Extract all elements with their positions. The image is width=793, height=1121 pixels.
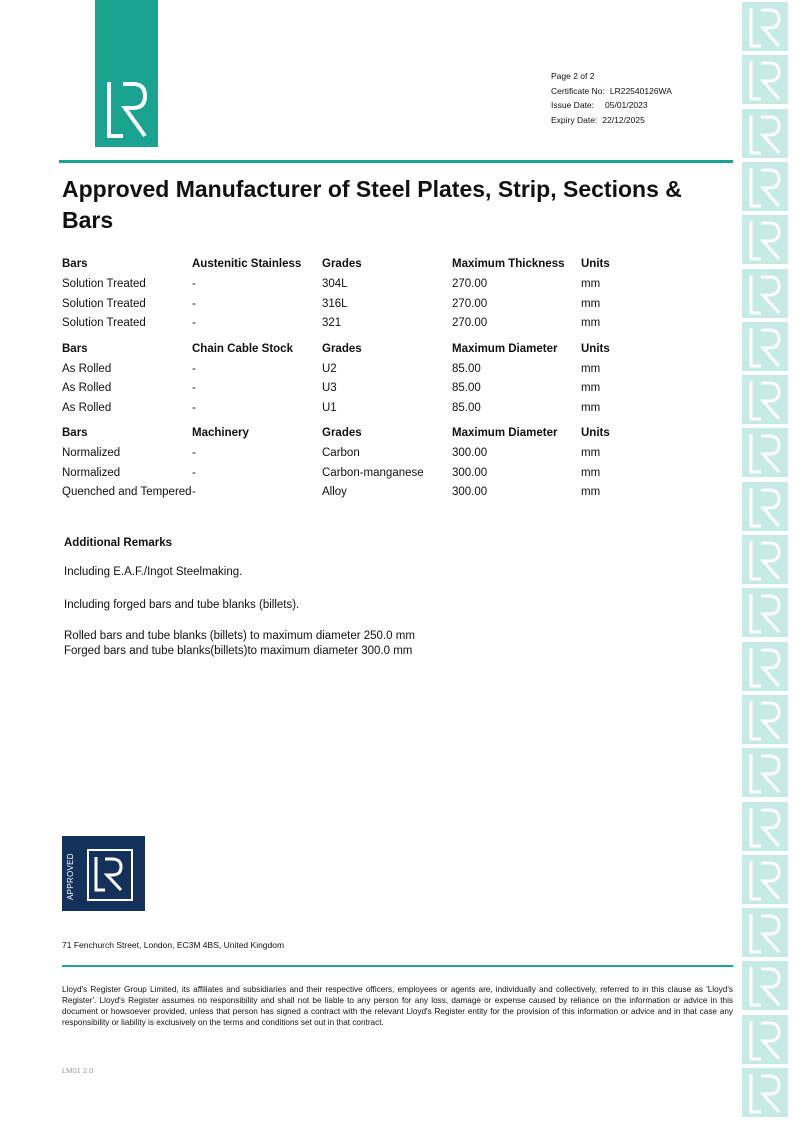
- lr-watermark-icon: [742, 642, 788, 691]
- table-cell: Carbon: [322, 447, 360, 459]
- table-cell: As Rolled: [62, 382, 112, 394]
- table-cell: As Rolled: [62, 401, 112, 414]
- remarks-title: Additional Remarks: [64, 537, 172, 549]
- lr-watermark-icon: [742, 162, 788, 211]
- table-cell: -: [192, 297, 196, 310]
- lr-watermark-icon: [742, 802, 788, 851]
- table-header-cell: Units: [581, 342, 610, 355]
- table-row: [62, 277, 631, 297]
- lr-watermark-strip: [742, 0, 788, 1121]
- table-cell: -: [192, 278, 196, 290]
- lr-watermark-icon: [742, 908, 788, 957]
- lr-watermark-icon: [742, 55, 788, 104]
- table-cell: mm: [581, 278, 601, 290]
- company-address: 71 Fenchurch Street, London, EC3M 4BS, United Kingdom: [62, 940, 285, 950]
- lr-watermark-icon: [742, 322, 788, 371]
- table-cell: -: [192, 382, 196, 394]
- lr-watermark-icon: [742, 269, 788, 318]
- table-header-row: [62, 257, 631, 277]
- table-cell: mm: [581, 401, 601, 414]
- lr-logo-icon: [105, 80, 149, 140]
- table-cell: -: [192, 486, 196, 498]
- lr-badge-icon: [93, 856, 125, 892]
- table-header-cell: Grades: [322, 427, 362, 439]
- table-cell: U3: [322, 382, 337, 394]
- table-cell: As Rolled: [62, 362, 112, 375]
- lr-watermark-icon: [742, 375, 788, 424]
- remark-item: Including E.A.F./Ingot Steelmaking.: [64, 566, 243, 578]
- table-cell: -: [192, 447, 196, 459]
- table-cell: 316L: [322, 297, 348, 310]
- remark-item: Forged bars and tube blanks(billets)to maximum diameter 300.0 mm: [64, 645, 413, 657]
- table-cell: U2: [322, 362, 337, 375]
- lr-watermark-icon: [742, 748, 788, 797]
- expiry-date-label: Expiry Date:: [551, 114, 598, 125]
- table-cell: 300.00: [452, 466, 488, 479]
- table-row: [62, 362, 631, 382]
- table-cell: mm: [581, 317, 601, 329]
- table-cell: Carbon-manganese: [322, 466, 424, 479]
- certificate-no: LR22540126WA: [609, 85, 672, 96]
- footer-divider: [62, 965, 733, 967]
- table-cell: 85.00: [452, 362, 481, 375]
- lr-watermark-icon: [742, 961, 788, 1010]
- table-cell: Solution Treated: [62, 317, 146, 329]
- table-row: [62, 485, 631, 505]
- table-header-cell: Grades: [322, 342, 362, 355]
- lr-watermark-icon: [742, 428, 788, 477]
- expiry-date: 22/12/2025: [602, 114, 645, 125]
- issue-date: 05/01/2023: [605, 100, 648, 110]
- table-cell: mm: [581, 466, 601, 479]
- lr-watermark-icon: [742, 215, 788, 264]
- lr-watermark-icon: [742, 588, 788, 637]
- table-cell: Alloy: [322, 486, 347, 498]
- table-cell: -: [192, 401, 196, 414]
- table-header-cell: Bars: [62, 427, 88, 439]
- table-cell: mm: [581, 362, 601, 375]
- table-header-cell: Chain Cable Stock: [192, 342, 293, 355]
- approved-label: APPROVED: [66, 853, 75, 900]
- page-number: Page 2 of 2: [551, 71, 595, 81]
- approval-grades-table: [62, 257, 631, 505]
- table-row: [62, 466, 631, 486]
- table-cell: Quenched and Tempered: [62, 486, 192, 498]
- table-header-cell: Austenitic Stainless: [192, 258, 302, 270]
- table-cell: 270.00: [452, 297, 488, 310]
- table-row: [62, 381, 631, 401]
- lr-logo-block: [95, 0, 158, 147]
- table-cell: 85.00: [452, 382, 481, 394]
- lr-watermark-icon: [742, 1068, 788, 1117]
- table-row: [62, 316, 631, 336]
- certificate-no-label: Certificate No:: [551, 85, 605, 96]
- table-header-cell: Machinery: [192, 427, 249, 439]
- table-cell: U1: [322, 401, 337, 414]
- approved-badge: [62, 836, 145, 911]
- table-cell: 304L: [322, 278, 348, 290]
- table-cell: mm: [581, 297, 601, 310]
- table-header-cell: Maximum Diameter: [452, 342, 558, 355]
- header-divider: [59, 160, 733, 163]
- table-cell: -: [192, 317, 196, 329]
- table-cell: mm: [581, 382, 601, 394]
- table-cell: mm: [581, 486, 601, 498]
- table-row: [62, 297, 631, 317]
- table-row: [62, 401, 631, 421]
- remark-item: Rolled bars and tube blanks (billets) to maximum diameter 250.0 mm: [64, 630, 415, 642]
- table-header-cell: Bars: [62, 258, 88, 270]
- page-title: Approved Manufacturer of Steel Plates, Strip, Sections & Bars: [62, 176, 682, 233]
- legal-disclaimer: Lloyd's Register Group Limited, its affiliates and subsidiaries and their respective officers, employees or agents are, individually and collectively, referred to in this clause as 'Lloyd's Register'. Lloyd's Register assumes no responsibility and shall not be liable to any person for any loss, damage or expense caused by reliance on the information or advice in this document or howsoever provided, unless that person has signed a contract with the relevant Lloyd's Register entity for the provision of this information or advice and in that case any responsibility or liability is exclusively on the terms and conditions set out in that contract.: [62, 985, 733, 1027]
- table-header-cell: Maximum Thickness: [452, 258, 565, 270]
- lr-watermark-icon: [742, 535, 788, 584]
- table-header-cell: Bars: [62, 342, 88, 355]
- lr-watermark-icon: [742, 482, 788, 531]
- remark-item: Including forged bars and tube blanks (billets).: [64, 599, 300, 611]
- table-cell: 270.00: [452, 317, 488, 329]
- table-cell: Normalized: [62, 466, 121, 479]
- form-code: LM01 2.0: [62, 1066, 94, 1075]
- table-cell: 321: [322, 317, 342, 329]
- lr-watermark-icon: [742, 2, 788, 51]
- table-cell: Solution Treated: [62, 278, 146, 290]
- certificate-info: [551, 69, 672, 127]
- table-cell: 300.00: [452, 486, 488, 498]
- table-cell: -: [192, 362, 196, 375]
- lr-watermark-icon: [742, 109, 788, 158]
- lr-watermark-icon: [742, 855, 788, 904]
- table-cell: 85.00: [452, 401, 481, 414]
- table-cell: 270.00: [452, 278, 488, 290]
- table-row: [62, 446, 631, 466]
- lr-watermark-icon: [742, 695, 788, 744]
- table-header-cell: Units: [581, 258, 610, 270]
- table-cell: Normalized: [62, 447, 121, 459]
- table-header-cell: Grades: [322, 258, 362, 270]
- table-cell: -: [192, 466, 196, 479]
- table-header-row: [62, 420, 631, 446]
- table-header-cell: Units: [581, 427, 610, 439]
- table-cell: mm: [581, 447, 601, 459]
- table-cell: Solution Treated: [62, 297, 146, 310]
- issue-date-label: Issue Date:: [551, 100, 594, 110]
- table-header-row: [62, 336, 631, 362]
- lr-watermark-icon: [742, 1015, 788, 1064]
- table-header-cell: Maximum Diameter: [452, 427, 558, 439]
- table-cell: 300.00: [452, 447, 488, 459]
